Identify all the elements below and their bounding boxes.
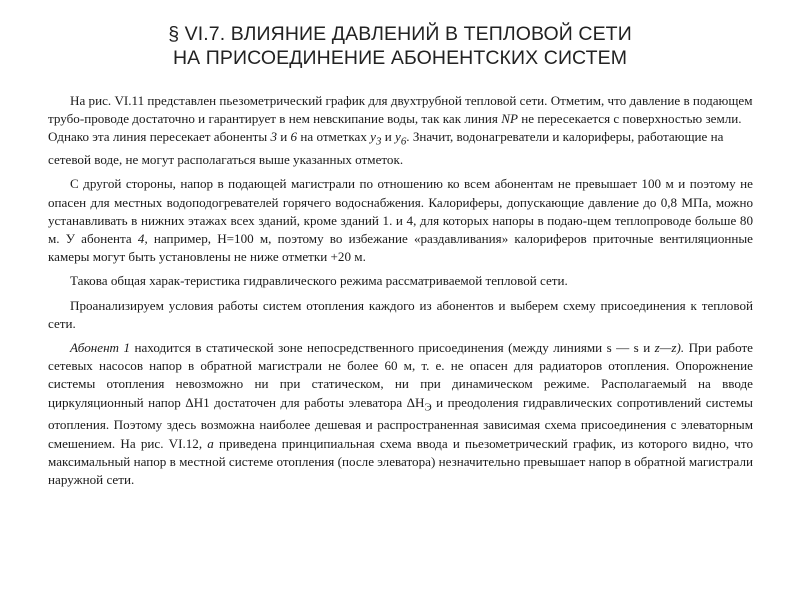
body-text: [48, 92, 753, 495]
p5-text-1: находится в статической зоне непосредственного присоединения (между линиями s — s и: [130, 340, 655, 356]
title-line-1: § VI.7. ВЛИЯНИЕ ДАВЛЕНИЙ В ТЕПЛОВОЙ СЕТИ: [168, 23, 632, 45]
paragraph-5: [48, 339, 753, 489]
p2-abonent-4: 4,: [137, 231, 148, 247]
p1-y6: y: [395, 129, 401, 145]
p1-y6-sub: 6: [400, 136, 407, 149]
p2-text-2: например, H=100 м, поэтому во избежание «раздавливания» калориферов приточные вентиляционные камеры могут быть установлены не ниже отметки +20 м.: [48, 231, 753, 265]
paragraph-3: Такова общая харак-теристика гидравлического режима рассматриваемой тепловой сети.: [70, 273, 568, 289]
page-title: [40, 22, 760, 70]
p1-abonent-3: 3: [270, 129, 277, 145]
p1-y3-sub: 3: [375, 136, 382, 149]
p5-zz: z—z).: [654, 340, 685, 356]
paragraph-4: Проанализируем условия работы систем отопления каждого из абонентов и выберем схему присоединения к тепловой сети.: [48, 297, 753, 331]
p5-sub-e: Э: [424, 401, 432, 414]
p5-fig-a: а: [207, 435, 214, 451]
p1-text-5: и: [381, 129, 395, 145]
p5-text-4: приведена принципиальная схема ввода и пьезометрический график, из которого видно, что максимальный напор в местной системе отопления (после элеватора) незначительно превышает напор в обратной магистрали наружной сети.: [48, 435, 753, 488]
paragraph-1: [48, 92, 753, 169]
title-line-2: НА ПРИСОЕДИНЕНИЕ АБОНЕНТСКИХ СИСТЕМ: [172, 47, 628, 69]
p1-text-1: На рис. VI.11 представлен пьезометрический график для двухтрубной тепловой сети. Отметим, что давление в подающем трубо-проводе достаточно и гарантирует в нем невскипание воды, так как линия: [48, 93, 753, 127]
p5-text-3: и преодоления гидравлических сопротивлений системы отопления. Поэтому здесь возможна наиболее дешевая и распространенная зависимая схема присоединения с элеваторным смешением. На рис. VI.12,: [48, 394, 753, 451]
paragraph-2: [48, 175, 753, 266]
p1-text-3: и: [276, 129, 291, 145]
p1-abonent-6: 6: [290, 129, 298, 145]
p1-text-2: не пересекается с поверхностью земли. Однако эта линия пересекает абоненты: [48, 111, 742, 145]
p5-text-2: При работе сетевых насосов напор в обратной магистрали не более 60 м, т. е. не опасен для радиаторов отопления. Опорожнение системы отопления невозможно ни при статическом, ни при динамическом режиме. Располагаемый на вводе циркуляционный напор ΔH1 достаточен для работы элеватора ΔН: [48, 340, 753, 410]
p5-abonent-1: Абонент 1: [70, 340, 131, 356]
p1-np: NP: [501, 111, 518, 127]
p1-text-6: . Значит, водонагреватели и калориферы, работающие на сетевой воде, не могут располагаться выше указанных отметок.: [48, 129, 724, 168]
p1-y3: y: [370, 129, 376, 145]
p1-text-4: на отметках: [297, 129, 371, 145]
p2-text-1: С другой стороны, напор в подающей магистрали по отношению ко всем абонентам не превышает 100 м и поэтому не опасен для местных водоподогревателей горячего водоснабжения. Калориферы, допускающие давление до 0,8 МПа, можно устанавливать в нижних этажах всех зданий, кроме зданий 1. и 4, для которых напоры в подаю-щем теплопроводе больше 80 м. У абонента: [48, 176, 753, 247]
